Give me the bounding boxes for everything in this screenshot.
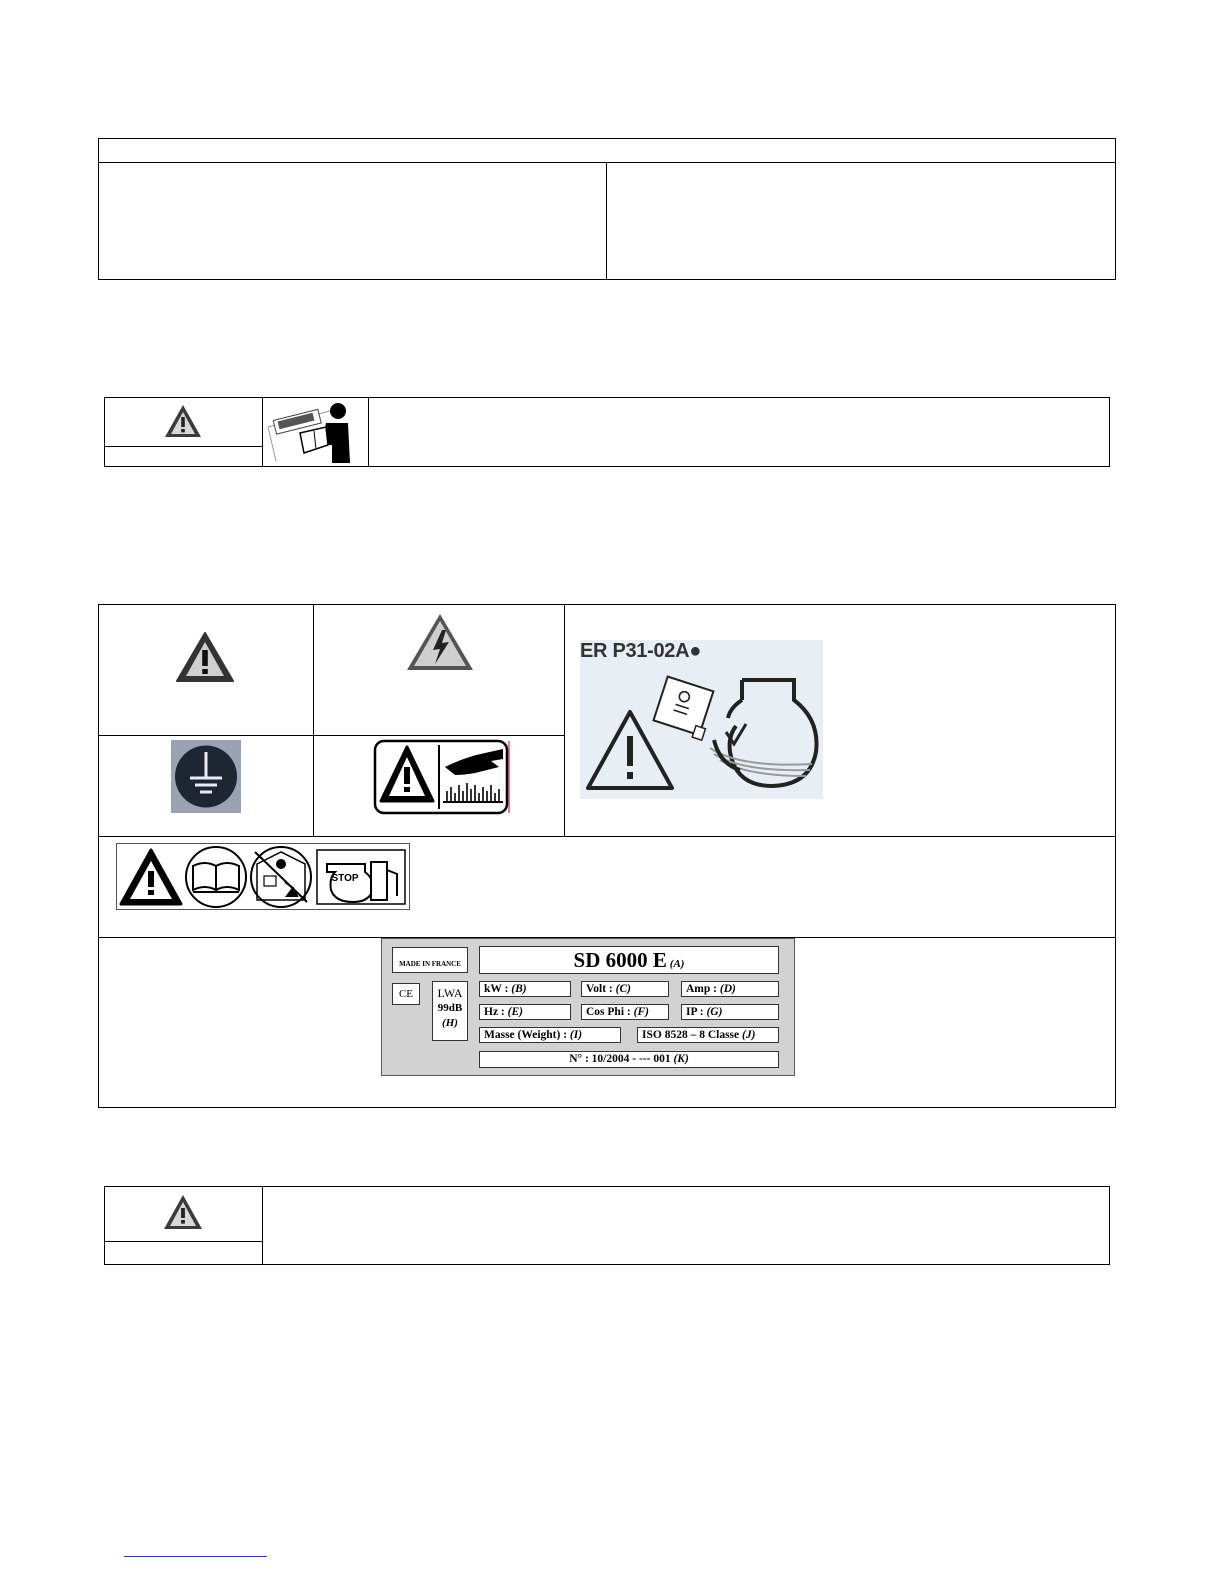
- oil-level-label: [580, 640, 823, 799]
- electric-shock-icon: [405, 612, 475, 672]
- warning-table-1: [104, 397, 1110, 467]
- cosphi-field: Cos Phi : (F): [581, 1004, 669, 1020]
- amp-field: Amp : (D): [681, 981, 779, 997]
- warning-triangle-icon: [162, 1193, 204, 1231]
- oil-label-code: ER P31-02A●: [580, 640, 702, 662]
- ce-mark: CE: [392, 983, 420, 1005]
- top-table-header-divider: [98, 162, 1116, 163]
- stop-sign-label: STOP: [331, 873, 359, 884]
- warning-triangle-icon: [175, 631, 235, 683]
- made-in-badge: MADE IN FRANCE: [392, 947, 468, 973]
- ip-field: IP : (G): [681, 1004, 779, 1020]
- hz-field: Hz : (E): [479, 1004, 571, 1020]
- warning-table-2: [104, 1186, 1110, 1265]
- read-manual-person-icon: [266, 401, 366, 465]
- weight-field: Masse (Weight) : (I): [479, 1027, 621, 1043]
- warning-triangle-icon: [163, 403, 203, 439]
- footer-link-underline[interactable]: [124, 1556, 267, 1557]
- volt-field: Volt : (C): [581, 981, 669, 997]
- safety-sticker: [116, 843, 410, 910]
- kw-field: kW : (B): [479, 981, 571, 997]
- model-field: SD 6000 E (A): [479, 946, 779, 974]
- iso-class-field: ISO 8528 – 8 Classe (J): [637, 1027, 779, 1043]
- rating-plate: [381, 938, 795, 1076]
- sound-level-box: LWA 99dB (H): [432, 981, 468, 1041]
- top-table-column-divider: [606, 162, 607, 280]
- earth-ground-icon: [171, 740, 241, 813]
- serial-number-field: N° : 10/2004 - --- 001 (K): [479, 1051, 779, 1068]
- hot-surface-hand-icon: [373, 739, 511, 815]
- top-table: [98, 138, 1116, 280]
